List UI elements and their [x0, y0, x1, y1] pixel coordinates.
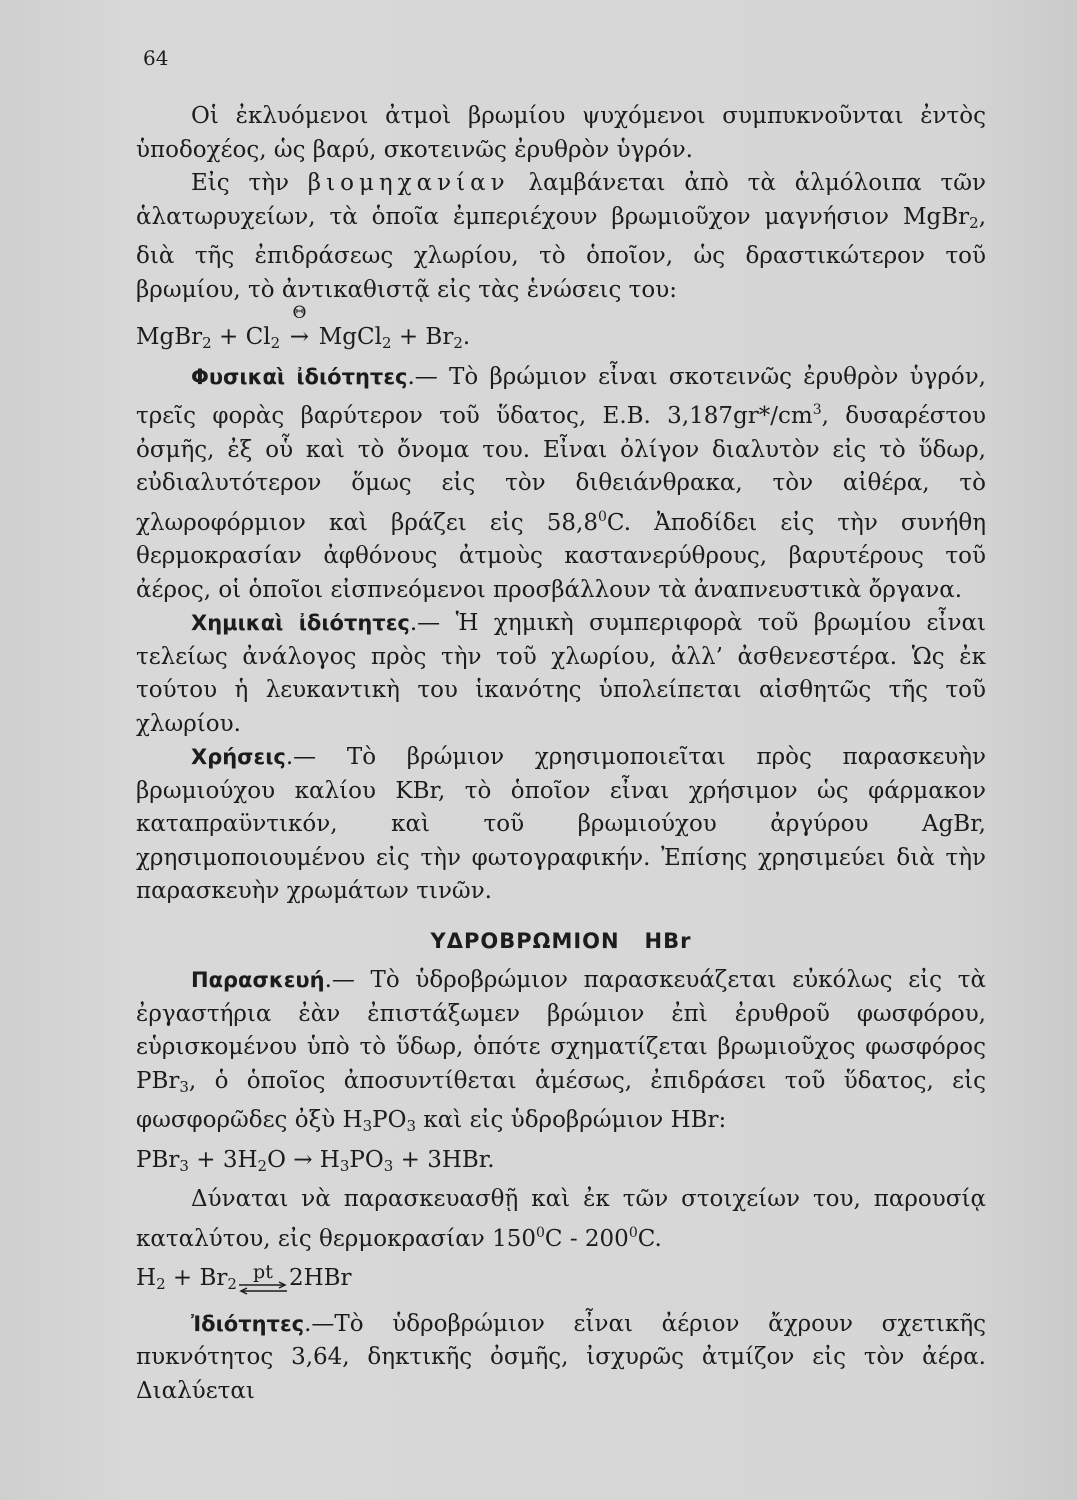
superscript: 0: [535, 1224, 545, 1241]
subscript: 2: [969, 213, 979, 232]
superscript: 0: [628, 1224, 638, 1241]
text-span: + Br: [391, 324, 454, 350]
equation-mgbr2: [136, 303, 986, 361]
superscript: 0: [598, 508, 607, 525]
arrow-label: Θ: [292, 303, 307, 323]
text-span: PO: [349, 1146, 384, 1173]
text-span: + 3H: [188, 1146, 258, 1173]
subscript: 3: [383, 1156, 394, 1175]
section-label-properties: Ἰδιότητες: [191, 1311, 305, 1336]
section-heading-hbr: ΥΔΡΟΒΡΩΜΙΟΝ HBr: [430, 928, 692, 953]
text-span: H: [136, 1265, 157, 1291]
paragraph-preparation: [136, 964, 986, 1144]
text-span: Δύναται νὰ παρασκευασθῇ καὶ ἐκ τῶν στοιχείων του, παρουσίᾳ καταλύτου, εἰς θερμοκρασίαν 150: [136, 1186, 986, 1252]
text-span: O → H: [267, 1146, 340, 1173]
text-span: .: [462, 324, 471, 350]
text-span: Εἰς τὴν: [191, 170, 308, 196]
paragraph-hbr-properties: [136, 1308, 986, 1409]
subscript: 2: [156, 1275, 166, 1293]
subscript: 3: [339, 1156, 350, 1175]
text-span: C. Ἀποδίδει εἰς τὴν συνήθη θερμοκρασίαν ἀφθόνους ἀτμοὺς καστανερύθρους, βαρυτέρους τοῦ ἀέρος, οἱ ὁποῖοι εἰσπνεόμενοι προσβάλλουν τὰ ἀναπνευστικὰ ὄργανα.: [136, 509, 986, 603]
subscript: 2: [381, 334, 392, 352]
spaced-word: βιομηχανίαν: [307, 170, 510, 196]
text-span: , διὰ τῆς ἐπιδράσεως χλωρίου, τὸ ὁποῖον, ὡς δραστικώτερον τοῦ βρωμίου, τὸ ἀντικαθιστᾷ εἰς τὰς ἑνώσεις του:: [136, 203, 986, 303]
paragraph-physical-properties: [136, 361, 986, 608]
paragraph-condensation: [136, 100, 986, 167]
subscript: 2: [453, 334, 463, 352]
page-number: 64: [143, 46, 169, 70]
text-span: MgBr: [136, 324, 203, 350]
equation-h2-br2: [136, 1262, 986, 1302]
subscript: 3: [179, 1077, 189, 1096]
catalyst-label: pt: [253, 1261, 273, 1283]
paragraph-text: Οἱ ἐκλυόμενοι ἀτμοὶ βρωμίου ψυχόμενοι συμπυκνοῦνται ἐντὸς ὑποδοχέος, ὡς βαρύ, σκοτεινῶς ἐρυθρὸν ὑγρόν.: [136, 103, 986, 163]
text-span: .— Τὸ βρώμιον εἶναι σκοτεινῶς ἐρυθρὸν ὑγρόν, τρεῖς φορὰς βαρύτερον τοῦ ὕδατος, Ε.Β. 3,187gr*/cm: [136, 363, 986, 429]
text-span: PBr: [136, 1146, 180, 1173]
paragraph-catalysis: [136, 1183, 986, 1256]
text-span: PO: [372, 1107, 407, 1133]
text-span: 2HBr: [288, 1265, 352, 1291]
superscript: 3: [812, 402, 822, 418]
section-label-preparation: Παρασκευή: [191, 968, 325, 992]
text-span: καὶ εἰς ὑδροβρώμιον HBr:: [416, 1107, 727, 1133]
subscript: 3: [406, 1117, 417, 1135]
text-span: C.: [637, 1225, 662, 1252]
text-span: C - 200: [544, 1225, 629, 1252]
equilibrium-arrow: [237, 1263, 289, 1295]
section-label-uses: Χρήσεις: [191, 745, 286, 769]
text-span: + 3HBr.: [393, 1146, 495, 1173]
paragraph-uses: [136, 741, 986, 909]
text-span: MgCl: [311, 324, 382, 350]
text-span: .— Τὸ ὑδροβρώμιον παρασκευάζεται εὐκόλως εἰς τὰ ἐργαστήρια ἐὰν ἐπιστάξωμεν βρώμιον ἐπὶ ἐρυθροῦ φωσφόρου, εὑρισκομένου ὑπὸ τὸ ὕδωρ, ὁπότε σχηματίζεται βρωμιοῦχος φωσφόρος PBr: [136, 967, 986, 1094]
text-span: , ὁ ὁποῖος ἀποσυντίθεται ἀμέσως, ἐπιδράσει τοῦ ὕδατος, εἰς φωσφορῶδες ὀξὺ H: [136, 1067, 986, 1133]
subscript: 3: [362, 1117, 373, 1135]
equation-pbr3: [136, 1144, 986, 1184]
double-arrow-icon: [237, 1281, 289, 1295]
text-span: λαμβάνεται ἀπὸ τὰ ἁλμόλοιπα τῶν ἁλατωρυχείων, τὰ ὁποῖα ἐμπεριέχουν βρωμιοῦχον μαγνήσιον MgBr: [136, 170, 986, 230]
text-span: + Br: [165, 1265, 228, 1291]
text-span: .— Τὸ βρώμιον χρησιμοποιεῖται πρὸς παρασκευὴν βρωμιούχου καλίου KBr, τὸ ὁποῖον εἶναι χρήσιμον ὡς φάρμακον καταπραϋντικόν, καὶ τοῦ βρωμιούχου ἀργύρου AgBr, χρησιμοποιουμένου εἰς τὴν φωτογραφικήν. Ἐπίσης χρησιμεύει διὰ τὴν παρασκευὴν χρωμάτων τινῶν.: [136, 744, 986, 904]
subscript: 2: [257, 1156, 268, 1175]
text-span: .—Τὸ ὑδροβρώμιον εἶναι ἀέριον ἄχρουν σχετικῆς πυκνότητος 3,64, δηκτικῆς ὀσμῆς, ἰσχυρῶς ἀτμίζον εἰς τὸν ἀέρα. Διαλύεται: [136, 1310, 986, 1404]
subscript: 2: [270, 334, 281, 352]
subscript: 2: [227, 1275, 237, 1293]
reaction-arrow: [287, 303, 311, 355]
page-body: [136, 100, 986, 1408]
paragraph-industry: [136, 167, 986, 307]
text-span: , δυσαρέστου ὀσμῆς, ἐξ οὗ καὶ τὸ ὄνομα του. Εἶναι ὀλίγον διαλυτὸν εἰς τὸ ὕδωρ, εὐδιαλυτότερον ὅμως εἰς τὸν διθειάνθρακα, τὸν αἰθέρα, τὸ χλωροφόρμιον καὶ βράζει εἰς 58,8: [136, 403, 986, 536]
arrow-symbol: →: [289, 324, 310, 350]
text-span: .— Ἡ χημικὴ συμπεριφορὰ τοῦ βρωμίου εἶναι τελείως ἀνάλογος πρὸς τὴν τοῦ χλωρίου, ἀλλ’ ἀσθενεστέρα. Ὡς ἐκ τούτου ἡ λευκαντικὴ του ἱκανότης ὑπολείπεται αἰσθητῶς τῆς τοῦ χλωρίου.: [136, 610, 986, 737]
text-span: + Cl: [211, 324, 271, 350]
section-label-physical: Φυσικαὶ ἰδιότητες: [191, 364, 408, 389]
paragraph-chemical-properties: [136, 607, 986, 741]
section-label-chemical: Χημικαὶ ἰδιότητες: [191, 611, 410, 635]
subscript: 2: [202, 334, 212, 352]
subscript: 3: [179, 1156, 189, 1175]
